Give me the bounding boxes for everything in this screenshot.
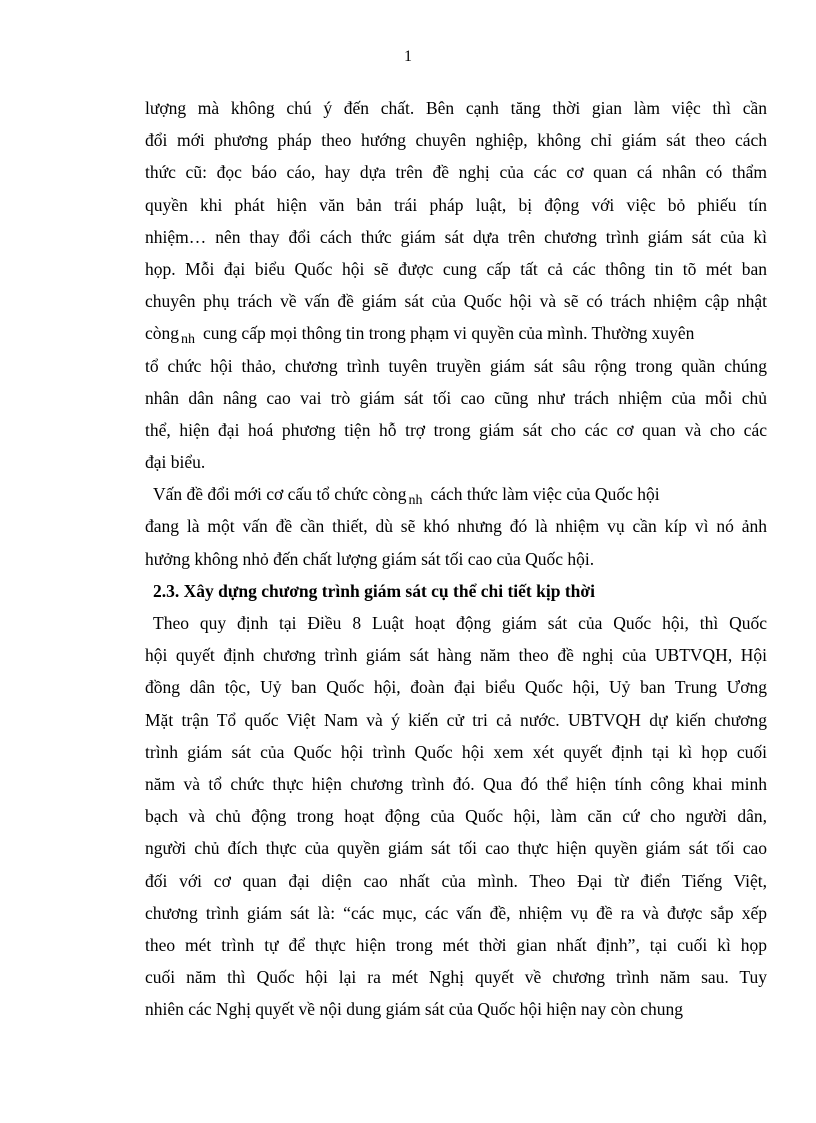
subscript-fragment: nh: [408, 493, 423, 509]
text-line: hưởng không nhỏ đến chất lượng giám sát tối cao của Quốc hội.: [145, 548, 595, 569]
text-line: cuối năm thì Quốc hội lại ra mét Nghị quyết về chương trình năm sau. Tuy: [145, 967, 767, 988]
text-line: quyền khi phát hiện văn bản trái pháp luật, bị động với việc bỏ phiếu tín: [145, 194, 767, 215]
text-fragment: cung cấp mọi thông tin trong phạm vi quyền của mình. Thường xuyên: [203, 323, 695, 344]
text-line: đồng dân tộc, Uỷ ban Quốc hội, đoàn đại biểu Quốc hội, Uỷ ban Trung Ương: [145, 677, 767, 698]
paragraph-start: [145, 478, 767, 510]
text-fragment: cách thức làm việc của Quốc hội: [430, 484, 660, 505]
subscript-fragment: nh: [181, 332, 196, 348]
paragraph-start: Theo quy định tại Điều 8 Luật hoạt động giám sát của Quốc hội, thì Quốc: [153, 613, 767, 633]
text-line: đang là một vấn đề cần thiết, dù sẽ khó nhưng đó là nhiệm vụ cần kíp vì nó ảnh: [145, 516, 767, 537]
text-fragment: còng: [145, 323, 180, 344]
text-line: nhiên các Nghị quyết về nội dung giám sát của Quốc hội hiện nay còn chung: [145, 999, 683, 1020]
text-line: hội quyết định chương trình giám sát hàng năm theo đề nghị của UBTVQH, Hội: [145, 645, 767, 666]
text-line: đại biểu.: [145, 452, 206, 473]
text-line: lượng mà không chú ý đến chất. Bên cạnh tăng thời gian làm việc thì cần: [145, 98, 767, 118]
text-line: [145, 317, 767, 349]
text-line: Mặt trận Tổ quốc Việt Nam và ý kiến cử tri cả nước. UBTVQH dự kiến chương: [145, 709, 767, 730]
text-line: chuyên phụ trách về vấn đề giám sát của Quốc hội và sẽ có trách nhiệm cập nhật: [145, 291, 767, 312]
text-line: người chủ đích thực của quyền giám sát tối cao thực hiện quyền giám sát tối cao: [145, 838, 767, 859]
text-line: thể, hiện đại hoá phương tiện hỗ trợ trong giám sát cho các cơ quan và cho các: [145, 419, 767, 440]
text-line: tổ chức hội thảo, chương trình tuyên truyền giám sát sâu rộng trong quần chúng: [145, 355, 767, 376]
text-line: thức cũ: đọc báo cáo, hay dựa trên đề nghị của các cơ quan cá nhân có thẩm: [145, 162, 767, 183]
page-number: 1: [404, 48, 412, 65]
text-line: họp. Mỗi đại biểu Quốc hội sẽ được cung cấp tất cả các thông tin tõ mét ban: [145, 258, 767, 279]
text-line: năm và tổ chức thực hiện chương trình đó. Qua đó thể hiện tính công khai minh: [145, 773, 767, 794]
text-line: bạch và chủ động trong hoạt động của Quốc hội, làm căn cứ cho người dân,: [145, 806, 767, 827]
text-line: nhân dân nâng cao vai trò giám sát tối cao cũng như trách nhiệm của mỗi chủ: [145, 387, 767, 408]
text-line: trình giám sát của Quốc hội trình Quốc hội xem xét quyết định tại kì họp cuối: [145, 741, 767, 762]
section-heading: 2.3. Xây dựng chương trình giám sát cụ thể chi tiết kịp thời: [153, 580, 595, 601]
text-line: chương trình giám sát là: “các mục, các vấn đề, nhiệm vụ đề ra và được sắp xếp: [145, 902, 767, 923]
text-fragment: Vấn đề đổi mới cơ cấu tổ chức còng: [153, 484, 407, 505]
text-line: theo mét trình tự để thực hiện trong mét thời gian nhất định”, tại cuối kì họp: [145, 934, 767, 955]
text-line: đối với cơ quan đại diện cao nhất của mình. Theo Đại từ điển Tiếng Việt,: [145, 870, 767, 891]
document-body: [145, 92, 767, 1025]
text-line: đổi mới phương pháp theo hướng chuyên nghiệp, không chỉ giám sát theo cách: [145, 130, 767, 151]
text-line: nhiệm… nên thay đổi cách thức giám sát dựa trên chương trình giám sát của kì: [145, 226, 767, 247]
